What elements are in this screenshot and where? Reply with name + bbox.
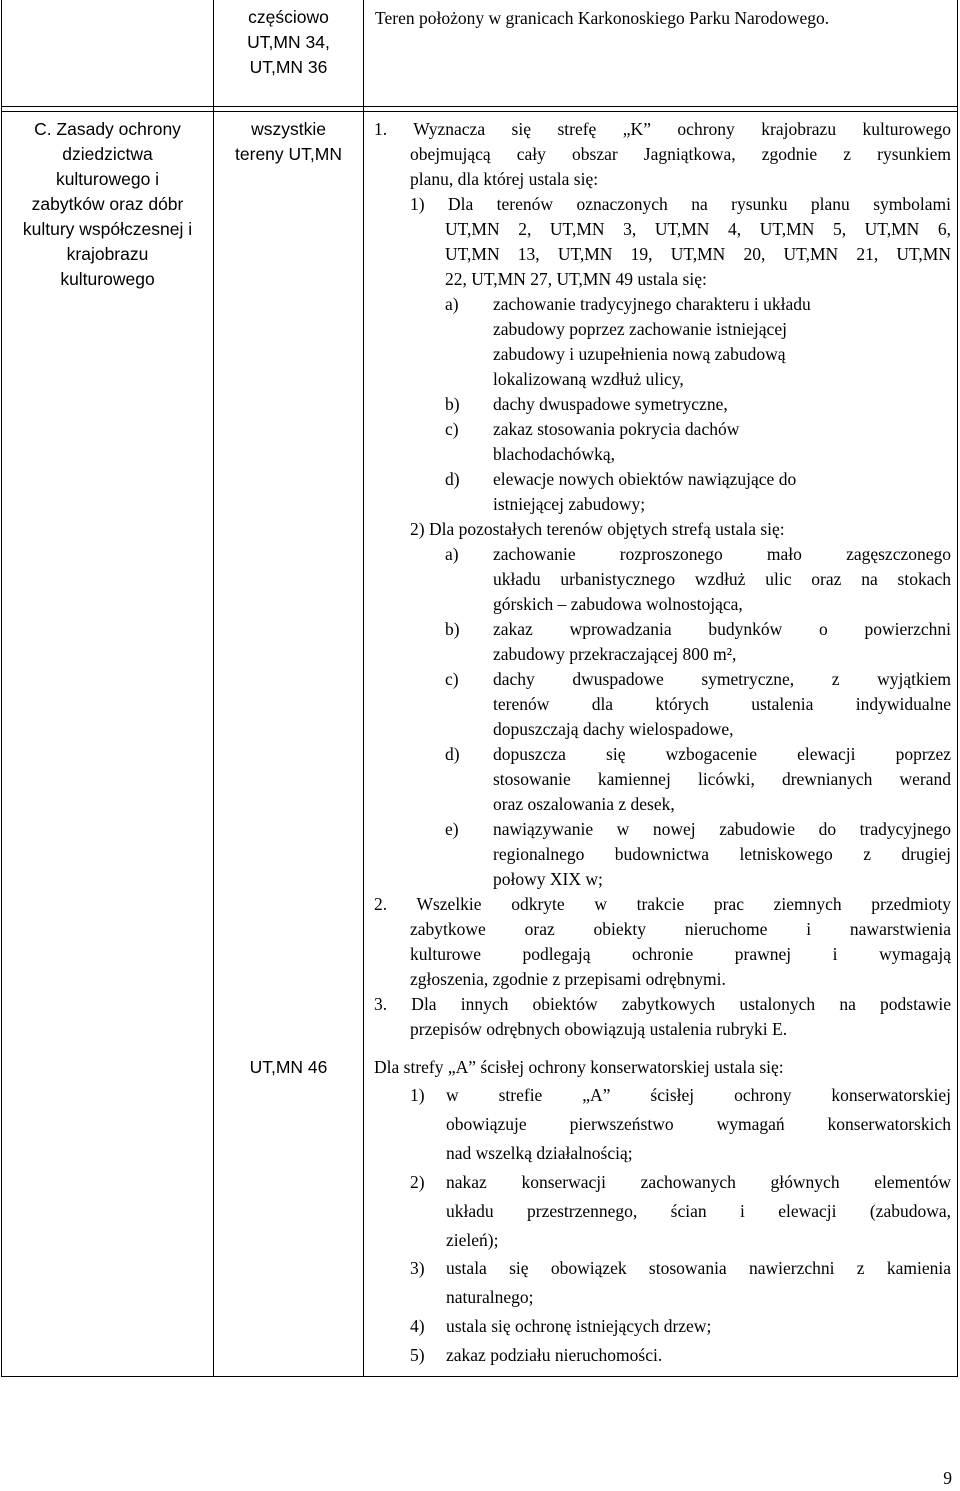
p3-line: 3. Dla innych obiektów zabytkowych ustalonych na podstawie xyxy=(374,994,951,1014)
p3-line: przepisów odrębnych obowiązują ustalenia rubryki E. xyxy=(410,1019,788,1039)
list-item-line: regionalnego budownictwa letniskowego z drugiej xyxy=(493,844,951,864)
list-item-line: lokalizowaną wzdłuż ulicy, xyxy=(493,369,684,389)
list-item-line: obowiązuje pierwszeństwo wymagań konserwatorskich xyxy=(446,1114,951,1134)
list-marker: b) xyxy=(445,619,460,639)
list-item-line: zakaz podziału nieruchomości. xyxy=(446,1345,663,1365)
list-item-line: elewacje nowych obiektów nawiązujące do xyxy=(493,469,797,489)
table-row-divider-2 xyxy=(1,111,958,112)
list-marker: a) xyxy=(445,544,459,564)
list-item-line: dachy dwuspadowe symetryczne, xyxy=(493,394,728,414)
p2-line: kulturowe podlegają ochronie prawnej i wymagają xyxy=(410,944,951,964)
block-b-intro: Dla strefy „A” ścisłej ochrony konserwatorskiej ustala się: xyxy=(374,1057,784,1077)
list-item-line: ustala się ochronę istniejących drzew; xyxy=(446,1316,712,1336)
list-item-line: zabudowy i uzupełnienia nową zabudową xyxy=(493,344,786,364)
list-marker: c) xyxy=(445,419,459,439)
list-item-line: połowy XIX w; xyxy=(493,869,603,889)
s1-line: 22, UT,MN 27, UT,MN 49 ustala się: xyxy=(445,269,707,289)
list-marker: a) xyxy=(445,294,459,314)
list-item-line: dopuszcza się wzbogacenie elewacji poprzez xyxy=(493,744,951,764)
list-item-line: górskich – zabudowa wolnostojąca, xyxy=(493,594,743,614)
list-item-line: istniejącej zabudowy; xyxy=(493,494,646,514)
p1-line: planu, dla której ustala się: xyxy=(410,169,599,189)
table-border-col1 xyxy=(213,0,214,1377)
p1-line: obejmującą cały obszar Jagniątkowa, zgodnie z rysunkiem xyxy=(410,144,951,164)
s1-line: 1) Dla terenów oznaczonych na rysunku planu symbolami xyxy=(410,194,951,214)
list-item-line: układu urbanistycznego wzdłuż ulic oraz na stokach xyxy=(493,569,951,589)
p1-line: 1. Wyznacza się strefę „K” ochrony krajobrazu kulturowego xyxy=(374,119,951,139)
table-border-col2 xyxy=(363,0,364,1377)
list-item-line: terenów dla których ustalenia indywidualne xyxy=(493,694,951,714)
table-row-divider xyxy=(1,106,958,107)
list-item-line: blachodachówką, xyxy=(493,444,615,464)
s2-line: 2) Dla pozostałych terenów objętych strefą ustala się: xyxy=(410,519,785,539)
list-item-line: dopuszczają dachy wielospadowe, xyxy=(493,719,734,739)
list-item-line: oraz oszalowania z desek, xyxy=(493,794,675,814)
list-marker: c) xyxy=(445,669,459,689)
list-marker: 5) xyxy=(410,1345,425,1365)
list-item-line: zieleń); xyxy=(446,1230,499,1250)
list-item-line: w strefie „A” ścisłej ochrony konserwatorskiej xyxy=(446,1085,951,1105)
list-item-line: układu przestrzennego, ścian i elewacji (zabudowa, xyxy=(446,1201,951,1221)
list-marker: 1) xyxy=(410,1085,425,1105)
list-item-line: zachowanie tradycyjnego charakteru i układu xyxy=(493,294,811,314)
list-item-line: zakaz wprowadzania budynków o powierzchni xyxy=(493,619,951,639)
list-marker: e) xyxy=(445,819,459,839)
table-border-right xyxy=(957,0,958,1377)
row2-col2-all-areas: wszystkie tereny UT,MN xyxy=(235,119,342,164)
list-item-line: ustala się obowiązek stosowania nawierzchni z kamienia xyxy=(446,1258,951,1278)
table-border-bottom xyxy=(1,1376,958,1377)
list-marker: d) xyxy=(445,469,460,489)
list-marker: 2) xyxy=(410,1172,425,1192)
p2-line: zabytkowe oraz obiekty nieruchome i nawarstwienia xyxy=(410,919,951,939)
row2-col2-utmn46: UT,MN 46 xyxy=(249,1057,328,1077)
list-marker: d) xyxy=(445,744,460,764)
list-item-line: nakaz konserwacji zachowanych głównych elementów xyxy=(446,1172,951,1192)
row2-col1-heading: C. Zasady ochrony dziedzictwa kulturowego i zabytków oraz dóbr kultury współczesnej i krajobrazu kulturowego xyxy=(22,119,193,289)
row1-col2: częściowo UT,MN 34, UT,MN 36 xyxy=(247,7,330,77)
s1-line: UT,MN 2, UT,MN 3, UT,MN 4, UT,MN 5, UT,MN 6, xyxy=(445,219,951,239)
p2-line: zgłoszenia, zgodnie z przepisami odrębnymi. xyxy=(410,969,726,989)
list-item-line: nawiązywanie w nowej zabudowie do tradycyjnego xyxy=(493,819,951,839)
list-item-line: stosowanie kamiennej licówki, drewnianych werand xyxy=(493,769,951,789)
row1-col3: Teren położony w granicach Karkonoskiego Parku Narodowego. xyxy=(375,8,830,28)
list-item-line: zabudowy poprzez zachowanie istniejącej xyxy=(493,319,787,339)
list-marker: 4) xyxy=(410,1316,425,1336)
list-item-line: zabudowy przekraczającej 800 m², xyxy=(493,644,737,664)
list-marker: b) xyxy=(445,394,460,414)
list-item-line: dachy dwuspadowe symetryczne, z wyjątkiem xyxy=(493,669,951,689)
s1-line: UT,MN 13, UT,MN 19, UT,MN 20, UT,MN 21, UT,MN xyxy=(445,244,951,264)
p2-line: 2. Wszelkie odkryte w trakcie prac ziemnych przedmioty xyxy=(374,894,951,914)
list-item-line: nad wszelką działalnością; xyxy=(446,1143,633,1163)
list-item-line: naturalnego; xyxy=(446,1287,534,1307)
list-item-line: zakaz stosowania pokrycia dachów xyxy=(493,419,740,439)
list-marker: 3) xyxy=(410,1258,425,1278)
list-item-line: zachowanie rozproszonego mało zagęszczonego xyxy=(493,544,951,564)
page-number: 9 xyxy=(943,1468,952,1488)
